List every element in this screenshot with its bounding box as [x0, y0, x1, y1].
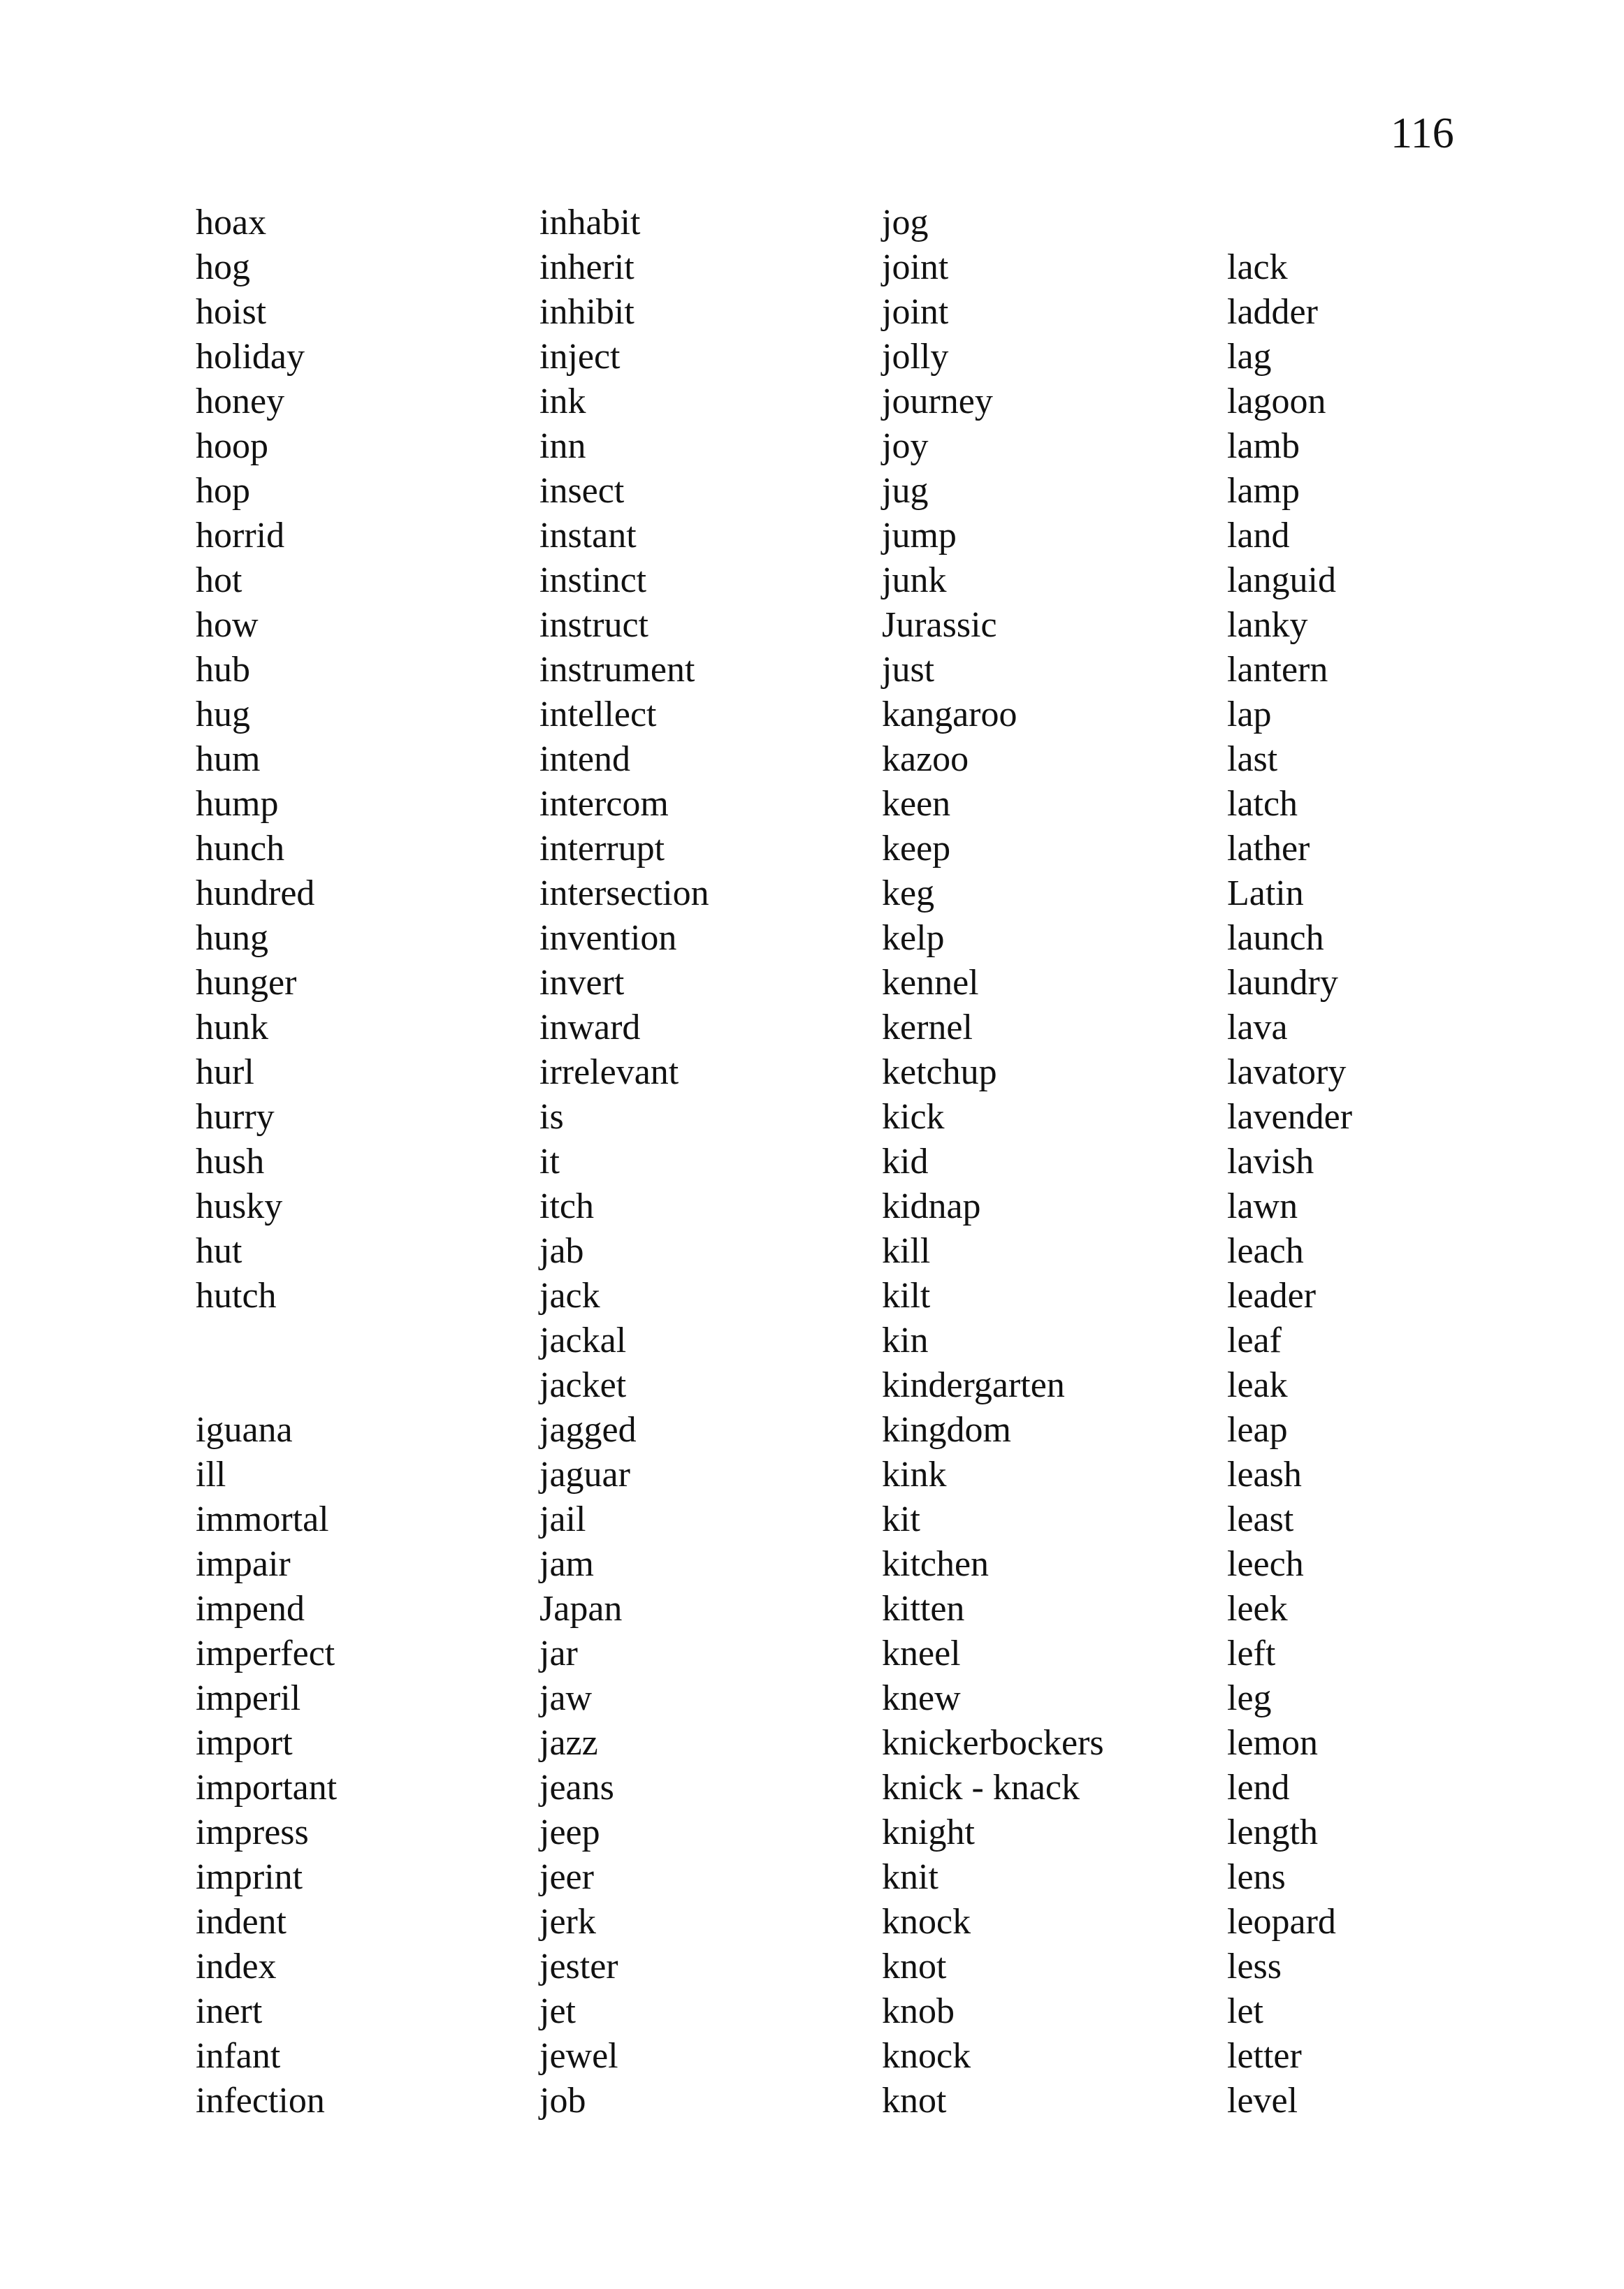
word-item: itch: [539, 1186, 594, 1226]
word-item: impair: [196, 1544, 291, 1584]
word-item: hump: [196, 784, 279, 824]
word-item: jail: [539, 1499, 586, 1539]
word-item: hoax: [196, 203, 267, 242]
word-item: ink: [539, 382, 586, 421]
word-column-3: [882, 201, 1104, 2123]
word-item: kitten: [882, 1589, 965, 1629]
word-item: jewel: [539, 2036, 618, 2076]
word-item: just: [882, 650, 935, 690]
word-item: inert: [196, 1991, 263, 2031]
word-item: hunch: [196, 829, 285, 869]
word-item: kill: [882, 1231, 931, 1271]
word-item: lagoon: [1227, 382, 1326, 421]
word-item: hundred: [196, 873, 315, 913]
word-item: kazoo: [882, 739, 969, 779]
word-item: it: [539, 1142, 560, 1182]
word-item: ladder: [1227, 292, 1318, 332]
word-item: jack: [539, 1276, 600, 1316]
word-item: leak: [1227, 1365, 1288, 1405]
word-item: lava: [1227, 1008, 1288, 1047]
word-item: hush: [196, 1142, 265, 1182]
word-item: kin: [882, 1321, 929, 1360]
word-item: knot: [882, 1947, 947, 1986]
word-item: jaw: [539, 1678, 593, 1718]
word-item: Jurassic: [882, 605, 997, 645]
word-item: jester: [539, 1947, 618, 1986]
word-item: kingdom: [882, 1410, 1011, 1450]
word-item: land: [1227, 516, 1290, 555]
word-item: lens: [1227, 1857, 1286, 1897]
word-item: hot: [196, 560, 242, 600]
word-item: iguana: [196, 1410, 293, 1450]
word-item: joy: [882, 426, 929, 466]
word-item: holiday: [196, 337, 305, 377]
word-item: let: [1227, 1991, 1263, 2031]
word-item: instant: [539, 516, 637, 555]
word-item: languid: [1227, 560, 1336, 600]
word-item: kilt: [882, 1276, 931, 1316]
word-item: junk: [882, 560, 947, 600]
word-item: lend: [1227, 1768, 1290, 1808]
word-item: jaguar: [539, 1455, 630, 1495]
word-item: less: [1227, 1947, 1282, 1986]
word-item: insect: [539, 471, 625, 511]
word-item: knew: [882, 1678, 961, 1718]
word-item: length: [1227, 1812, 1318, 1852]
word-item: jolly: [882, 337, 949, 377]
word-item: [196, 1363, 337, 1408]
word-item: laundry: [1227, 963, 1338, 1003]
word-item: index: [196, 1947, 277, 1986]
word-item: Latin: [1227, 873, 1304, 913]
word-item: imprint: [196, 1857, 303, 1897]
word-item: instruct: [539, 605, 648, 645]
word-item: lavender: [1227, 1097, 1353, 1137]
word-item: knight: [882, 1812, 975, 1852]
word-item: impend: [196, 1589, 305, 1629]
word-item: lemon: [1227, 1723, 1318, 1763]
word-item: jump: [882, 516, 957, 555]
word-item: left: [1227, 1634, 1276, 1673]
word-item: inward: [539, 1008, 641, 1047]
word-item: leach: [1227, 1231, 1304, 1271]
word-item: infant: [196, 2036, 281, 2076]
word-item: keep: [882, 829, 951, 869]
word-item: hop: [196, 471, 250, 511]
word-column-2: [539, 201, 709, 2123]
word-item: jackal: [539, 1321, 627, 1360]
word-item: hoop: [196, 426, 268, 466]
word-item: leash: [1227, 1455, 1302, 1495]
word-item: intercom: [539, 784, 669, 824]
word-item: kneel: [882, 1634, 961, 1673]
word-item: invention: [539, 918, 677, 958]
word-item: ill: [196, 1455, 226, 1495]
word-item: leech: [1227, 1544, 1304, 1584]
word-item: horrid: [196, 516, 285, 555]
word-item: level: [1227, 2081, 1298, 2121]
word-item: husky: [196, 1186, 283, 1226]
word-item: kink: [882, 1455, 947, 1495]
word-item: last: [1227, 739, 1278, 779]
word-item: leek: [1227, 1589, 1288, 1629]
word-item: hug: [196, 695, 250, 734]
word-item: jab: [539, 1231, 584, 1271]
word-item: inject: [539, 337, 621, 377]
word-item: hub: [196, 650, 250, 690]
page-number: 116: [1391, 110, 1454, 157]
word-item: kangaroo: [882, 695, 1017, 734]
word-item: leopard: [1227, 1902, 1336, 1942]
word-item: import: [196, 1723, 293, 1763]
word-item: [1227, 201, 1352, 245]
word-item: hutch: [196, 1276, 277, 1316]
word-item: inn: [539, 426, 586, 466]
word-item: immortal: [196, 1499, 329, 1539]
word-item: hung: [196, 918, 268, 958]
word-item: job: [539, 2081, 586, 2121]
word-item: hurl: [196, 1052, 254, 1092]
word-item: lanky: [1227, 605, 1308, 645]
word-item: joint: [882, 247, 949, 287]
word-item: irrelevant: [539, 1052, 679, 1092]
word-item: journey: [882, 382, 993, 421]
word-item: leap: [1227, 1410, 1288, 1450]
word-item: how: [196, 605, 259, 645]
word-item: invert: [539, 963, 625, 1003]
word-item: intellect: [539, 695, 657, 734]
word-item: leader: [1227, 1276, 1317, 1316]
word-item: hut: [196, 1231, 242, 1271]
word-item: least: [1227, 1499, 1294, 1539]
word-item: hunger: [196, 963, 297, 1003]
word-item: keen: [882, 784, 951, 824]
word-item: kidnap: [882, 1186, 981, 1226]
word-item: inherit: [539, 247, 635, 287]
word-item: Japan: [539, 1589, 623, 1629]
word-item: important: [196, 1768, 338, 1808]
word-item: knit: [882, 1857, 938, 1897]
word-item: letter: [1227, 2036, 1302, 2076]
word-item: leaf: [1227, 1321, 1282, 1360]
word-item: ketchup: [882, 1052, 997, 1092]
word-item: impress: [196, 1812, 309, 1852]
word-item: instrument: [539, 650, 695, 690]
word-item: kindergarten: [882, 1365, 1065, 1405]
word-item: [196, 1318, 337, 1363]
word-item: leg: [1227, 1678, 1272, 1718]
word-item: jagged: [539, 1410, 637, 1450]
word-item: hog: [196, 247, 250, 287]
word-item: honey: [196, 382, 285, 421]
word-item: kennel: [882, 963, 979, 1003]
word-item: kitchen: [882, 1544, 989, 1584]
word-item: hum: [196, 739, 261, 779]
word-item: launch: [1227, 918, 1324, 958]
word-item: imperfect: [196, 1634, 335, 1673]
word-item: knock: [882, 2036, 971, 2076]
word-item: knick - knack: [882, 1768, 1080, 1808]
word-item: latch: [1227, 784, 1298, 824]
word-item: knock: [882, 1902, 971, 1942]
word-item: kid: [882, 1142, 929, 1182]
word-item: inhabit: [539, 203, 641, 242]
word-item: indent: [196, 1902, 287, 1942]
word-item: hurry: [196, 1097, 275, 1137]
word-item: jet: [539, 1991, 576, 2031]
word-item: kernel: [882, 1008, 973, 1047]
word-item: lap: [1227, 695, 1272, 734]
word-item: jar: [539, 1634, 578, 1673]
word-item: jog: [882, 203, 929, 242]
word-item: jacket: [539, 1365, 627, 1405]
word-column-1: [196, 201, 337, 2123]
word-item: lamp: [1227, 471, 1300, 511]
word-item: kelp: [882, 918, 945, 958]
word-item: jeans: [539, 1768, 614, 1808]
word-item: lack: [1227, 247, 1288, 287]
word-item: jug: [882, 471, 929, 511]
word-item: infection: [196, 2081, 325, 2121]
word-item: intersection: [539, 873, 709, 913]
word-item: is: [539, 1097, 564, 1137]
word-item: lamb: [1227, 426, 1300, 466]
word-item: jerk: [539, 1902, 596, 1942]
word-item: kick: [882, 1097, 945, 1137]
word-item: knickerbockers: [882, 1723, 1104, 1763]
word-item: instinct: [539, 560, 647, 600]
word-item: interrupt: [539, 829, 665, 869]
word-item: lawn: [1227, 1186, 1298, 1226]
word-item: knob: [882, 1991, 955, 2031]
word-item: jam: [539, 1544, 594, 1584]
word-item: lantern: [1227, 650, 1328, 690]
word-item: jeer: [539, 1857, 594, 1897]
word-column-4: [1227, 201, 1352, 2123]
word-item: imperil: [196, 1678, 301, 1718]
word-item: lavish: [1227, 1142, 1314, 1182]
word-item: joint: [882, 292, 949, 332]
word-item: jazz: [539, 1723, 598, 1763]
word-item: kit: [882, 1499, 920, 1539]
word-item: lather: [1227, 829, 1310, 869]
word-item: inhibit: [539, 292, 635, 332]
word-item: knot: [882, 2081, 947, 2121]
word-item: intend: [539, 739, 630, 779]
word-item: keg: [882, 873, 935, 913]
word-item: lavatory: [1227, 1052, 1347, 1092]
word-item: lag: [1227, 337, 1272, 377]
word-item: jeep: [539, 1812, 600, 1852]
word-item: hunk: [196, 1008, 268, 1047]
word-item: hoist: [196, 292, 267, 332]
